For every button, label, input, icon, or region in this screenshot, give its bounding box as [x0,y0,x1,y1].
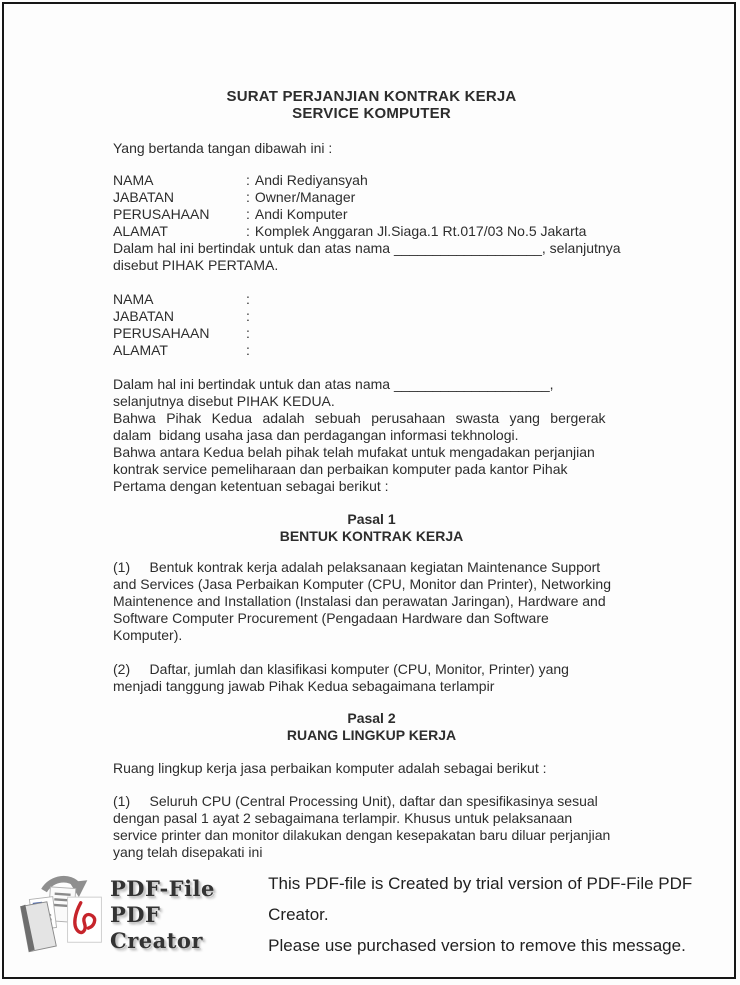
field-label: NAMA [113,291,154,307]
pdf-creator-logo-icon [14,871,108,959]
pasal-2-subheading: RUANG LINGKUP KERJA [286,727,457,743]
field-label: JABATAN [113,189,174,205]
pasal-2-item-1 [113,793,630,861]
field-separator: : [246,189,250,205]
field-separator: : [246,223,250,239]
field-label: NAMA [113,172,154,188]
paragraph-line: (2) Daftar, jumlah dan klasifikasi komputer (CPU, Monitor, Printer) yang [113,661,569,677]
paragraph-line: service printer dan monitor dilakukan dengan kesepakatan baru diluar perjanjian [113,827,611,843]
watermark-message-line2: Please use purchased version to remove this message. [268,936,686,955]
paragraph-line: and Services (Jasa Perbaikan Komputer (CPU, Monitor dan Printer), Networking [113,576,611,592]
document-subtitle: SERVICE KOMPUTER [292,105,451,122]
field-value: Andi Rediyansyah [254,172,368,188]
pasal-1-subheading: BENTUK KONTRAK KERJA [279,528,464,544]
watermark-message [268,868,728,961]
paragraph-line: Komputer). [113,627,183,643]
party2-row-alamat [113,342,630,359]
watermark-message-line1: This PDF-file is Created by trial version of PDF-File PDF Creator. [268,874,693,924]
party1-closing-line: disebut PIHAK PERTAMA. [113,257,279,273]
pasal-2-heading: Pasal 2 [347,710,396,726]
pasal-1-item-1 [113,559,630,644]
paragraph-line: yang telah disepakati ini [113,844,263,860]
field-separator: : [246,342,250,358]
paragraph-line: Software Computer Procurement (Pengadaan Hardware dan Software [113,610,549,626]
paragraph-line: (1) Seluruh CPU (Central Processing Unit), daftar dan spesifikasinya sesual [113,793,598,809]
pdf-creator-logo-line: PDF-File [109,875,215,901]
paragraph-line: Maintenence and Installation (Instalasi dan perawatan Jaringan), Hardware and [113,593,606,609]
field-value: Andi Komputer [254,206,348,222]
paragraph-line: dalam bidang usaha jasa dan perdagangan informasi tekhnologi. [113,427,519,443]
party2-row-jabatan [113,308,630,325]
paragraph-line: Bahwa antara Kedua belah pihak telah mufakat untuk mengadakan perjanjian [113,444,595,460]
party2-row-nama [113,291,630,308]
field-separator: : [246,172,250,188]
pdf-creator-logo-text [110,876,252,954]
pdf-creator-logo-line: PDF Creator [109,901,204,953]
paragraph-line: Bahwa Pihak Kedua adalah sebuah perusahaan swasta yang bergerak [113,410,606,426]
field-label: ALAMAT [113,223,168,239]
field-label: ALAMAT [113,342,168,358]
field-label: PERUSAHAAN [113,325,210,341]
pasal-1-item-2 [113,661,630,695]
field-separator: : [246,206,250,222]
paragraph-line: (1) Bentuk kontrak kerja adalah pelaksanaan kegiatan Maintenance Support [113,559,601,575]
party1-fields [113,172,630,274]
field-separator: : [246,308,250,324]
field-separator: : [246,325,250,341]
document-title: SURAT PERJANJIAN KONTRAK KERJA [226,88,517,105]
field-label: PERUSAHAAN [113,206,210,222]
field-value: Owner/Manager [254,189,356,205]
party1-row-jabatan [113,189,630,206]
party1-row-perusahaan [113,206,630,223]
paragraph-line: Dalam hal ini bertindak untuk dan atas nama ____________________, [113,376,554,392]
paragraph-line: Pertama dengan ketentuan sebagai berikut : [113,478,389,494]
intro-line: Yang bertanda tangan dibawah ini : [113,140,333,156]
paragraph-line: dengan pasal 1 ayat 2 sebagaimana terlampir. Khusus untuk pelaksanaan [113,810,573,826]
field-label: JABATAN [113,308,174,324]
paragraph-line: kontrak service pemeliharaan dan perbaikan komputer pada kantor Pihak [113,461,568,477]
party1-closing-line: Dalam hal ini bertindak untuk dan atas nama ___________________, selanjutnya [113,240,621,256]
party2-paragraph [113,376,630,495]
field-value: Komplek Anggaran Jl.Siaga.1 Rt.017/03 No.5 Jakarta [254,223,587,239]
pasal-1-heading: Pasal 1 [347,511,396,527]
pdf-watermark [14,868,728,961]
party1-row-nama [113,172,630,189]
party2-row-perusahaan [113,325,630,342]
paragraph-line: selanjutnya disebut PIHAK KEDUA. [113,393,335,409]
paragraph-line: menjadi tanggung jawab Pihak Kedua sebagaimana terlampir [113,678,495,694]
pasal-2-intro: Ruang lingkup kerja jasa perbaikan komputer adalah sebagai berikut : [113,760,547,776]
party2-fields [113,291,630,359]
party1-row-alamat [113,223,630,240]
document-content [113,88,630,861]
field-separator: : [246,291,250,307]
